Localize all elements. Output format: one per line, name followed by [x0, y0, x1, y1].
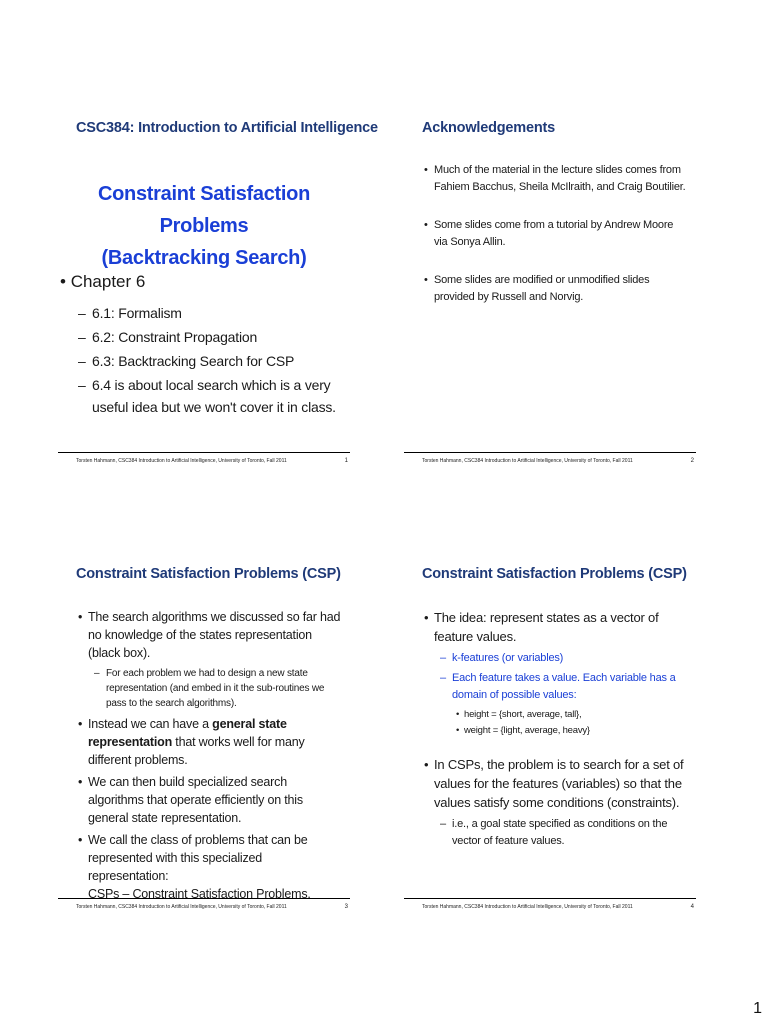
footer-divider — [404, 452, 696, 453]
slide-3-title: Constraint Satisfaction Problems (CSP) — [76, 566, 341, 582]
footer-divider — [404, 898, 696, 899]
slide-footer-text: Torsten Hahmann, CSC384 Introduction to Artificial Intelligence, University of Toronto, Fall 2011 — [422, 904, 633, 910]
main-title-line-1: Constraint Satisfaction Problems — [97, 183, 311, 237]
acknowledgements-list — [424, 162, 688, 327]
csp-intro-list — [78, 608, 342, 907]
list-item: – 6.4 is about local search which is a very useful idea but we won't cover it in class. — [78, 374, 348, 418]
sub-list-item: – i.e., a goal state specified as conditions on the vector of feature values. — [424, 816, 688, 850]
slide-1 — [58, 100, 378, 472]
list-item: – 6.2: Constraint Propagation — [78, 326, 348, 348]
list-item — [78, 831, 342, 903]
slide-page-number: 2 — [690, 458, 694, 464]
list-item: – 6.1: Formalism — [78, 302, 348, 324]
list-item: • In CSPs, the problem is to search for a set of values for the features (variables) so that the values satisfy some conditions (constraints). — [424, 755, 688, 812]
spacer — [424, 739, 688, 755]
text-segment: We call the class of problems that can be represented with this specialized representation: — [88, 833, 308, 883]
list-item: • Some slides are modified or unmodified slides provided by Russell and Norvig. — [424, 272, 688, 306]
slide-footer-text: Torsten Hahmann, CSC384 Introduction to Artificial Intelligence, University of Toronto, Fall 2011 — [76, 458, 287, 464]
text-segment: that works well for many different problems. — [88, 735, 305, 767]
slide-page-number: 1 — [344, 458, 348, 464]
slide-3 — [58, 546, 350, 918]
slide-2 — [404, 100, 696, 472]
chapter-sections-list — [78, 302, 348, 420]
handout-page-number: 1 — [753, 1000, 762, 1017]
footer-divider — [58, 452, 350, 453]
slide-2-title: Acknowledgements — [422, 120, 555, 136]
slide-footer-text: Torsten Hahmann, CSC384 Introduction to Artificial Intelligence, University of Toronto, Fall 2011 — [76, 904, 287, 910]
csp-idea-list — [424, 608, 688, 853]
list-item: • The search algorithms we discussed so far had no knowledge of the states representation (black box). — [78, 608, 342, 662]
slide-page-number: 4 — [690, 904, 694, 910]
sub-list-item: – k-features (or variables) — [424, 650, 688, 667]
sub-sub-list-item: • weight = {light, average, heavy} — [424, 723, 688, 739]
list-item: • We can then build specialized search algorithms that operate efficiently on this general state representation. — [78, 773, 342, 827]
slide-4-title: Constraint Satisfaction Problems (CSP) — [422, 566, 687, 582]
slide-footer-text: Torsten Hahmann, CSC384 Introduction to Artificial Intelligence, University of Toronto, Fall 2011 — [422, 458, 633, 464]
chapter-label: Chapter 6 — [70, 272, 146, 291]
slide-4 — [404, 546, 696, 918]
slide-1-main-title — [58, 178, 350, 274]
text-segment: Instead we can have a — [88, 717, 213, 731]
list-item: • The idea: represent states as a vector of feature values. — [424, 608, 688, 646]
emphasis-text: general state representation — [88, 717, 287, 749]
text-segment: CSPs – Constraint Satisfaction Problems. — [88, 887, 311, 901]
slide-1-title: CSC384: Introduction to Artificial Intelligence — [76, 120, 378, 136]
chapter-bullet: • Chapter 6 — [60, 272, 146, 291]
list-item: • Much of the material in the lecture slides comes from Fahiem Bacchus, Sheila McIlraith, and Craig Boutilier. — [424, 162, 688, 196]
sub-sub-list-item: • height = {short, average, tall}, — [424, 707, 688, 723]
list-item — [78, 715, 342, 769]
sub-list-item: – Each feature takes a value. Each variable has a domain of possible values: — [424, 670, 688, 704]
slide-page-number: 3 — [344, 904, 348, 910]
list-item: – 6.3: Backtracking Search for CSP — [78, 350, 348, 372]
list-item: • Some slides come from a tutorial by Andrew Moore via Sonya Allin. — [424, 217, 688, 251]
footer-divider — [58, 898, 350, 899]
sub-list-item: – For each problem we had to design a new state representation (and embed in it the sub-routines we pass to the search algorithms). — [78, 666, 342, 711]
main-title-line-2: (Backtracking Search) — [101, 247, 307, 269]
